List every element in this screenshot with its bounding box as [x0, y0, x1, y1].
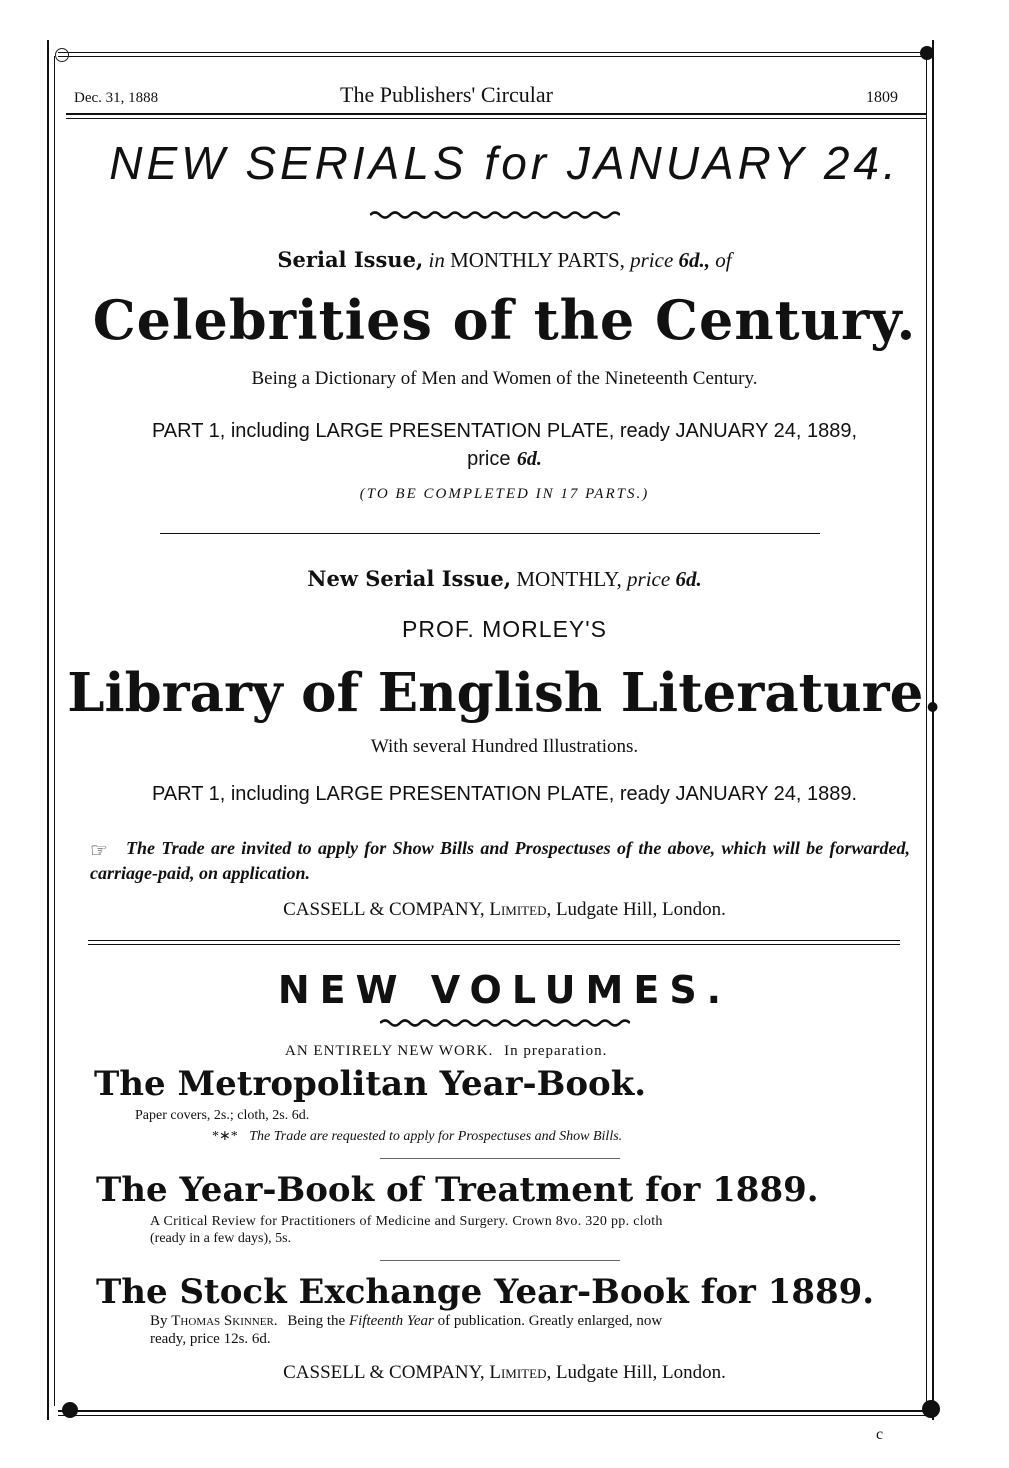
metropolitan-status: In preparation. [504, 1043, 608, 1059]
publisher-limited: Limited, [489, 899, 552, 920]
wavy-divider [370, 210, 620, 220]
stock-exchange-description-a: Being the [287, 1313, 346, 1329]
publisher-name-2: CASSELL & COMPANY, [283, 1362, 485, 1383]
celebrities-part-line: PART 1, including LARGE PRESENTATION PLATE, ready JANUARY 24, 1889, [151, 420, 858, 442]
morley-author: PROF. MORLEY'S [402, 616, 607, 642]
header-rule [66, 113, 926, 115]
stock-exchange-description-b: Fifteenth Year [348, 1313, 434, 1329]
header-title: The Publishers' Circular [340, 82, 553, 107]
morley-intro-a: New Serial Issue, [307, 566, 512, 591]
morley-title: Library of English Literature. [67, 662, 942, 724]
corner-ornament-top-left [55, 48, 69, 62]
morley-subtitle: With several Hundred Illustrations. [370, 736, 639, 757]
celebrities-price-label: price [467, 448, 511, 470]
celebrities-completion: (TO BE COMPLETED IN 17 PARTS.) [359, 486, 650, 502]
metropolitan-price: Paper covers, 2s.; cloth, 2s. 6d. [135, 1108, 310, 1123]
stock-exchange-description-2: ready, price 12s. 6d. [150, 1331, 271, 1347]
metropolitan-request: The Trade are requested to apply for Prospectuses and Show Bills. [249, 1129, 623, 1144]
treatment-title: The Year-Book of Treatment for 1889. [96, 1170, 819, 1210]
stock-exchange-author: Thomas Skinner. [171, 1313, 278, 1329]
wavy-divider-2 [380, 1018, 630, 1028]
morley-intro-c: price [627, 567, 671, 591]
metropolitan-title: The Metropolitan Year-Book. [94, 1064, 647, 1104]
celebrities-intro-f: of [715, 248, 732, 272]
morley-part-line: PART 1, including LARGE PRESENTATION PLATE, ready JANUARY 24, 1889. [151, 783, 858, 805]
celebrities-intro-b: in [428, 248, 445, 272]
stock-exchange-title: The Stock Exchange Year-Book for 1889. [96, 1272, 875, 1312]
publisher-limited-2: Limited, [489, 1362, 552, 1383]
trade-notice: The Trade are invited to apply for Show Bills and Prospectuses of the above, which will be forwarded, carriage-paid, on application. [90, 838, 910, 883]
pointing-hand-icon: ☞ [90, 838, 108, 862]
corner-ornament-bottom-left [62, 1402, 78, 1418]
page-number: 1809 [866, 89, 898, 106]
corner-ornament-top-right [920, 46, 934, 60]
header-date: Dec. 31, 1888 [74, 90, 159, 106]
publisher-address-2: Ludgate Hill, London. [555, 1362, 726, 1383]
morley-intro-d: 6d. [675, 567, 702, 591]
stock-exchange-description-c: of publication. Greatly enlarged, now [437, 1313, 663, 1329]
celebrities-intro-e: 6d., [678, 248, 711, 272]
volumes-heading: NEW VOLUMES. [277, 968, 732, 1012]
celebrities-intro-c: MONTHLY PARTS, [450, 248, 625, 272]
serials-heading: NEW SERIALS for JANUARY 24. [109, 137, 900, 189]
celebrities-intro-a: Serial Issue, [277, 247, 424, 272]
publisher-address: Ludgate Hill, London. [555, 899, 726, 920]
section-rule-double [88, 940, 900, 941]
corner-ornament-bottom-right [922, 1400, 940, 1418]
celebrities-subtitle: Being a Dictionary of Men and Women of the Nineteenth Century. [251, 368, 758, 389]
celebrities-title: Celebrities of the Century. [92, 288, 917, 352]
metropolitan-note: AN ENTIRELY NEW WORK. [285, 1043, 494, 1059]
morley-intro-b: MONTHLY, [516, 567, 622, 591]
treatment-description-1: A Critical Review for Practitioners of Medicine and Surgery. Crown 8vo. 320 pp. cloth [150, 1214, 663, 1229]
celebrities-intro-d: price [630, 248, 674, 272]
publisher-name: CASSELL & COMPANY, [283, 899, 485, 920]
celebrities-price-value: 6d. [516, 448, 542, 470]
section-rule [160, 533, 820, 534]
footer-mark: c [876, 1426, 884, 1443]
stock-exchange-by: By [150, 1313, 168, 1329]
treatment-description-2: (ready in a few days), 5s. [150, 1231, 292, 1246]
asterism: *∗* [212, 1129, 238, 1144]
